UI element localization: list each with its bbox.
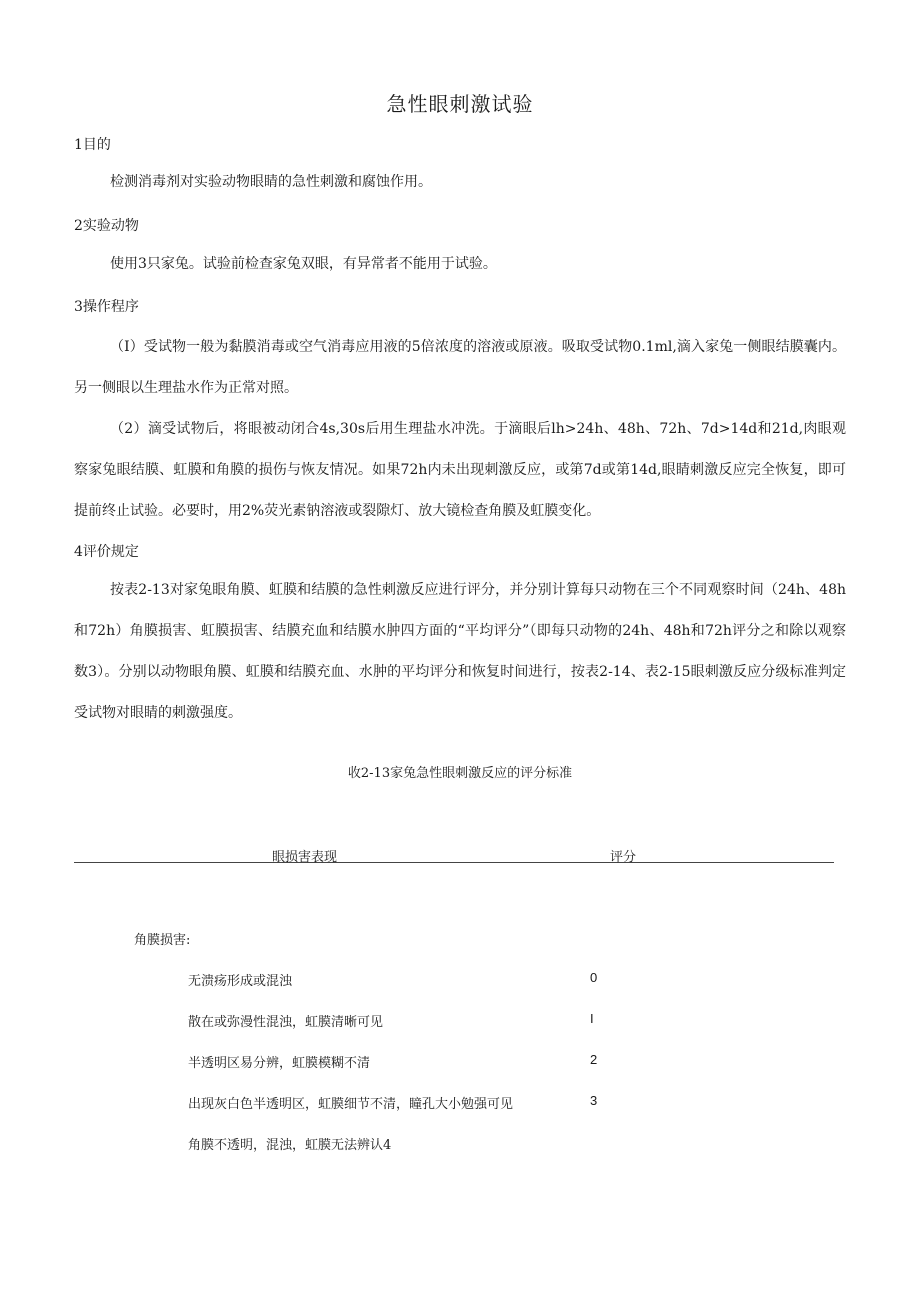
section-heading-animals: 2实验动物: [74, 218, 139, 234]
section-heading-procedure: 3操作程序: [74, 299, 139, 315]
column-header-damage: 眼损害表现: [272, 850, 338, 865]
row-description: 散在或弥漫性混浊，虹膜清晰可见: [188, 1015, 384, 1030]
row-score: 2: [590, 1052, 598, 1067]
row-score: 3: [590, 1093, 598, 1108]
table-row: [188, 1093, 628, 1113]
page-title: 急性眼刺激试验: [386, 92, 534, 116]
column-header-score: 评分: [610, 850, 637, 865]
table-header: [74, 846, 834, 863]
section-heading-purpose: 1目的: [74, 137, 111, 153]
procedure-step-1: （I）受试物一般为黏膜消毒或空气消毒应用液的5倍浓度的溶液或原液。吸取受试物0.1ml,滴入家兔一侧眼结膜囊内。另一侧眼以生理盐水作为正常对照。: [74, 339, 846, 396]
table-row: [188, 1134, 628, 1154]
section-text-evaluation: 按表2-13对家兔眼角膜、虹膜和结膜的急性刺激反应进行评分，并分别计算每只动物在三个不同观察时间（24h、48h和72h）角膜损害、虹膜损害、结膜充血和结膜水肿四方面的“平均评分”（即每只动物的24h、48h和72h评分之和除以观察数3）。分别以动物眼角膜、虹膜和结膜充血、水肿的平均评分和恢复时间进行，按表2-14、表2-15眼刺激反应分级标准判定受试物对眼睛的刺激强度。: [74, 582, 846, 721]
row-description: 角膜不透明，混浊，虹膜无法辨认4: [188, 1138, 392, 1153]
table-row: [188, 970, 628, 990]
section-text-purpose: 检测消毒剂对实验动物眼睛的急性刺激和腐蚀作用。: [110, 174, 432, 190]
section-text-animals: 使用3只家兔。试验前检查家兔双眼，有异常者不能用于试验。: [110, 256, 497, 272]
row-description: 无溃疡形成或混浊: [188, 974, 293, 989]
row-description: 出现灰白色半透明区，虹膜细节不清，瞳孔大小勉强可见: [188, 1097, 514, 1112]
row-description: 半透明区易分辨，虹膜模糊不清: [188, 1056, 371, 1071]
table-row: [188, 1052, 628, 1072]
table-section-cornea: 角膜损害:: [134, 933, 191, 948]
procedure-step-2: （2）滴受试物后，将眼被动闭合4s,30s后用生理盐水冲洗。于滴眼后lh>24h、48h、72h、7d>14d和21d,肉眼观察家兔眼结膜、虹膜和角膜的损伤与恢友情况。如果72h内未出现刺激反应，或第7d或第14d,眼睛刺激反应完全恢复，即可提前终止试验。必要时，用2%荧光素钠溶液或裂隙灯、放大镜检查角膜及虹膜变化。: [74, 421, 846, 519]
section-heading-evaluation: 4评价规定: [74, 544, 139, 560]
row-score: I: [590, 1011, 594, 1026]
row-score: 0: [590, 970, 598, 985]
table-row: [188, 1011, 628, 1031]
table-caption: 收2-13家兔急性眼刺激反应的评分标准: [347, 766, 573, 781]
